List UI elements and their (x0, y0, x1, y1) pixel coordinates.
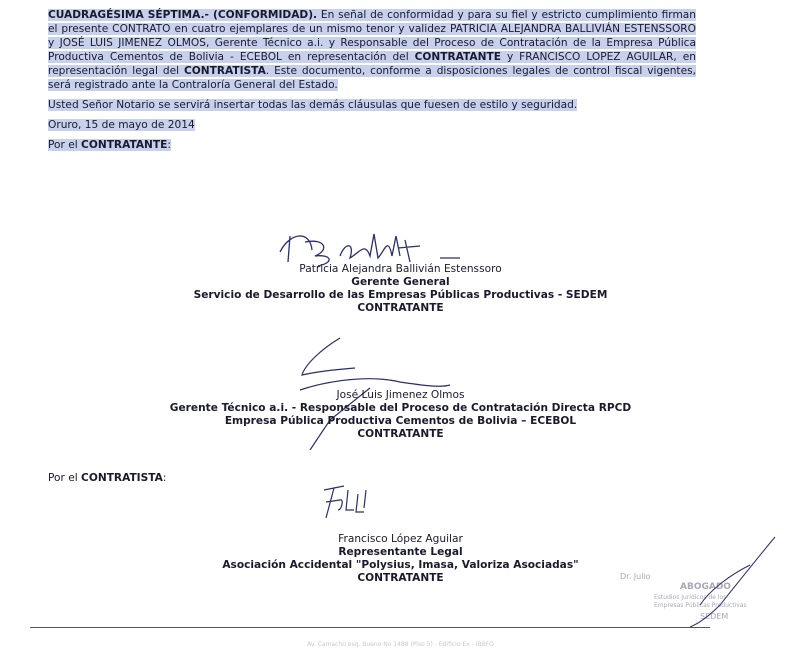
document-body (48, 8, 696, 158)
clause-contratista: CONTRATISTA (183, 65, 266, 77)
signatory-3-org: Asociación Accidental "Polysius, Imasa, Valoriza Asociadas" (222, 559, 579, 571)
signatory-2-name: José Luis Jimenez Olmos (336, 389, 465, 401)
signatory-block-1 (0, 263, 801, 315)
clause-text-2: y FRANCISCO LOPEZ AGUILAR, en representación legal del (48, 51, 696, 77)
clause-text-3: . Este documento, conforme a disposiciones legales de control fiscal vigentes, será registrado ante la Contraloría General del Estado. (48, 65, 696, 91)
signatory-1-role: CONTRATANTE (357, 302, 444, 314)
stamp-signature (680, 535, 780, 630)
signatory-3-name: Francisco López Aguilar (338, 533, 463, 545)
signatory-1-org: Servicio de Desarrollo de las Empresas Públicas Productivas - SEDEM (193, 289, 608, 301)
place-date: Oruro, 15 de mayo de 2014 (48, 119, 195, 131)
clause-contratante: CONTRATANTE (414, 51, 501, 63)
signatory-3-title: Representante Legal (338, 546, 463, 558)
signature-lopez (320, 480, 380, 522)
por-el-contratista: Por el CONTRATISTA: (48, 472, 167, 484)
footer-divider (30, 627, 710, 628)
notary-line: Usted Señor Notario se servirá insertar todas las demás cláusulas que fuesen de estilo y seguridad. (48, 99, 578, 111)
lawyer-stamp: Dr. Julio ABOGADO Estudios Jurídicos de los Empresas Públicas Productivas SEDEM (620, 570, 800, 630)
signatory-2-org: Empresa Pública Productiva Cementos de Bolivia – ECEBOL (224, 415, 577, 427)
clause-heading: CUADRAGÉSIMA SÉPTIMA.- (CONFORMIDAD). (48, 9, 318, 21)
clause-text-1: En señal de conformidad y para su fiel y estricto cumplimiento firman el presente CONTRATO en cuatro ejemplares de un mismo tenor y validez PATRICIA ALEJANDRA BALLIVIÁN ESTENSSORO y JOSÉ LUIS JIMENEZ OLMOS, Gerente Técnico a.i. y Responsable del Proceso de Contratación de la Empresa Pública Productiva Cementos de Bolivia - ECEBOL en representación del (48, 9, 696, 63)
signatory-1-title: Gerente General (351, 276, 450, 288)
por-el-contratante: Por el CONTRATANTE: (48, 139, 171, 151)
signatory-block-2 (0, 389, 801, 441)
signatory-2-title: Gerente Técnico a.i. - Responsable del Proceso de Contratación Directa RPCD (169, 402, 632, 414)
signatory-1-name: Patricia Alejandra Ballivián Estenssoro (299, 263, 502, 275)
conformity-clause (48, 8, 696, 92)
signatory-3-role: CONTRATANTE (357, 572, 444, 584)
footer-address: Av. Camacho esq. Bueno No 1488 (Piso 5) - Edificio Ex - IBBFO (307, 641, 494, 648)
signatory-2-role: CONTRATANTE (357, 428, 444, 440)
